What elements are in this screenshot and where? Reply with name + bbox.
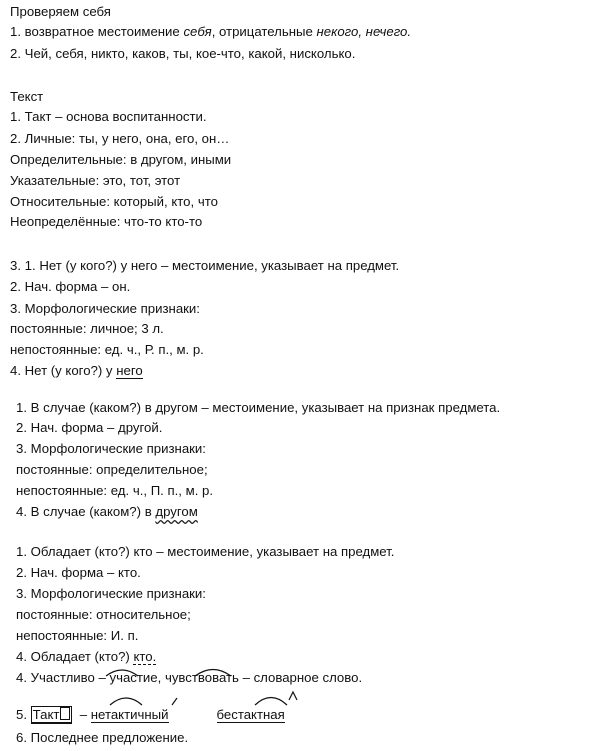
text-line: Относительные: который, кто, что xyxy=(10,194,218,209)
zero-ending-box xyxy=(60,707,70,720)
b2-line: 1. В случае (каком?) в другом – местоимение, указывает на признак предмета. xyxy=(16,400,501,415)
check-1-prefix: 1. возвратное местоимение xyxy=(10,24,184,39)
b1-line: 3. Морфологические признаки: xyxy=(10,301,200,316)
b2-last-word: другом xyxy=(155,504,198,519)
line-5-word-2: нетактичный xyxy=(90,707,169,722)
check-1-neg: некого, нечего. xyxy=(316,24,412,39)
line-4: 4. Участливо – участие, чувствовать – словарное слово. xyxy=(16,670,363,685)
text-line: Указательные: это, тот, этот xyxy=(10,173,181,188)
text-line: 2. Личные: ты, у него, она, его, он… xyxy=(10,131,230,146)
check-1-mid: , отрицательные xyxy=(211,24,317,39)
b3-line: 2. Нач. форма – кто. xyxy=(16,565,141,580)
line-5-word-3: бестактная xyxy=(216,707,285,722)
b2-line: непостоянные: ед. ч., П. п., м. р. xyxy=(16,483,214,498)
check-line-1 xyxy=(10,23,411,40)
text-line: Неопределённые: что-то кто-то xyxy=(10,214,203,229)
check-line-2: 2. Чей, себя, никто, каков, ты, кое-что, какой, нисколько. xyxy=(10,46,356,61)
line-6: 6. Последнее предложение. xyxy=(16,730,189,745)
text-line: Определительные: в другом, иными xyxy=(10,152,232,167)
text-heading: Текст xyxy=(10,89,44,104)
b3-line: постоянные: относительное; xyxy=(16,607,191,622)
root-arc-4 xyxy=(255,698,287,706)
b2-line: постоянные: определительное; xyxy=(16,462,208,477)
b1-line: 3. 1. Нет (у кого?) у него – местоимение, указывает на предмет. xyxy=(10,258,400,273)
b2-last-prefix: 4. В случае (каком?) в xyxy=(16,504,156,519)
b1-last-line xyxy=(10,362,143,379)
line-5 xyxy=(16,706,285,723)
line-5-num: 5. xyxy=(16,707,27,722)
b3-line: 1. Обладает (кто?) кто – местоимение, указывает на предмет. xyxy=(16,544,395,559)
b3-line: непостоянные: И. п. xyxy=(16,628,139,643)
b1-line: непостоянные: ед. ч., Р. п., м. р. xyxy=(10,342,204,357)
b1-last-prefix: 4. Нет (у кого?) у xyxy=(10,363,117,378)
b2-line: 2. Нач. форма – другой. xyxy=(16,420,163,435)
b1-line: 2. Нач. форма – он. xyxy=(10,279,131,294)
morpheme-marks xyxy=(80,688,320,708)
b3-last-prefix: 4. Обладает (кто?) xyxy=(16,649,134,664)
line-5-word-1: Такт xyxy=(31,706,73,724)
text-line: 1. Такт – основа воспитанности. xyxy=(10,109,207,124)
b3-line: 3. Морфологические признаки: xyxy=(16,586,206,601)
prefix-mark xyxy=(172,698,177,705)
suffix-mark xyxy=(289,692,297,700)
check-heading: Проверяем себя xyxy=(10,4,111,19)
line-5-dash: – xyxy=(79,707,91,722)
check-1-sebya: себя xyxy=(183,24,212,39)
b2-line: 3. Морфологические признаки: xyxy=(16,441,206,456)
b1-line: постоянные: личное; 3 л. xyxy=(10,321,164,336)
b3-last-word: кто. xyxy=(133,649,157,664)
b1-last-word: него xyxy=(116,363,143,378)
root-arc-3 xyxy=(110,698,142,705)
b2-last-line xyxy=(16,503,198,520)
